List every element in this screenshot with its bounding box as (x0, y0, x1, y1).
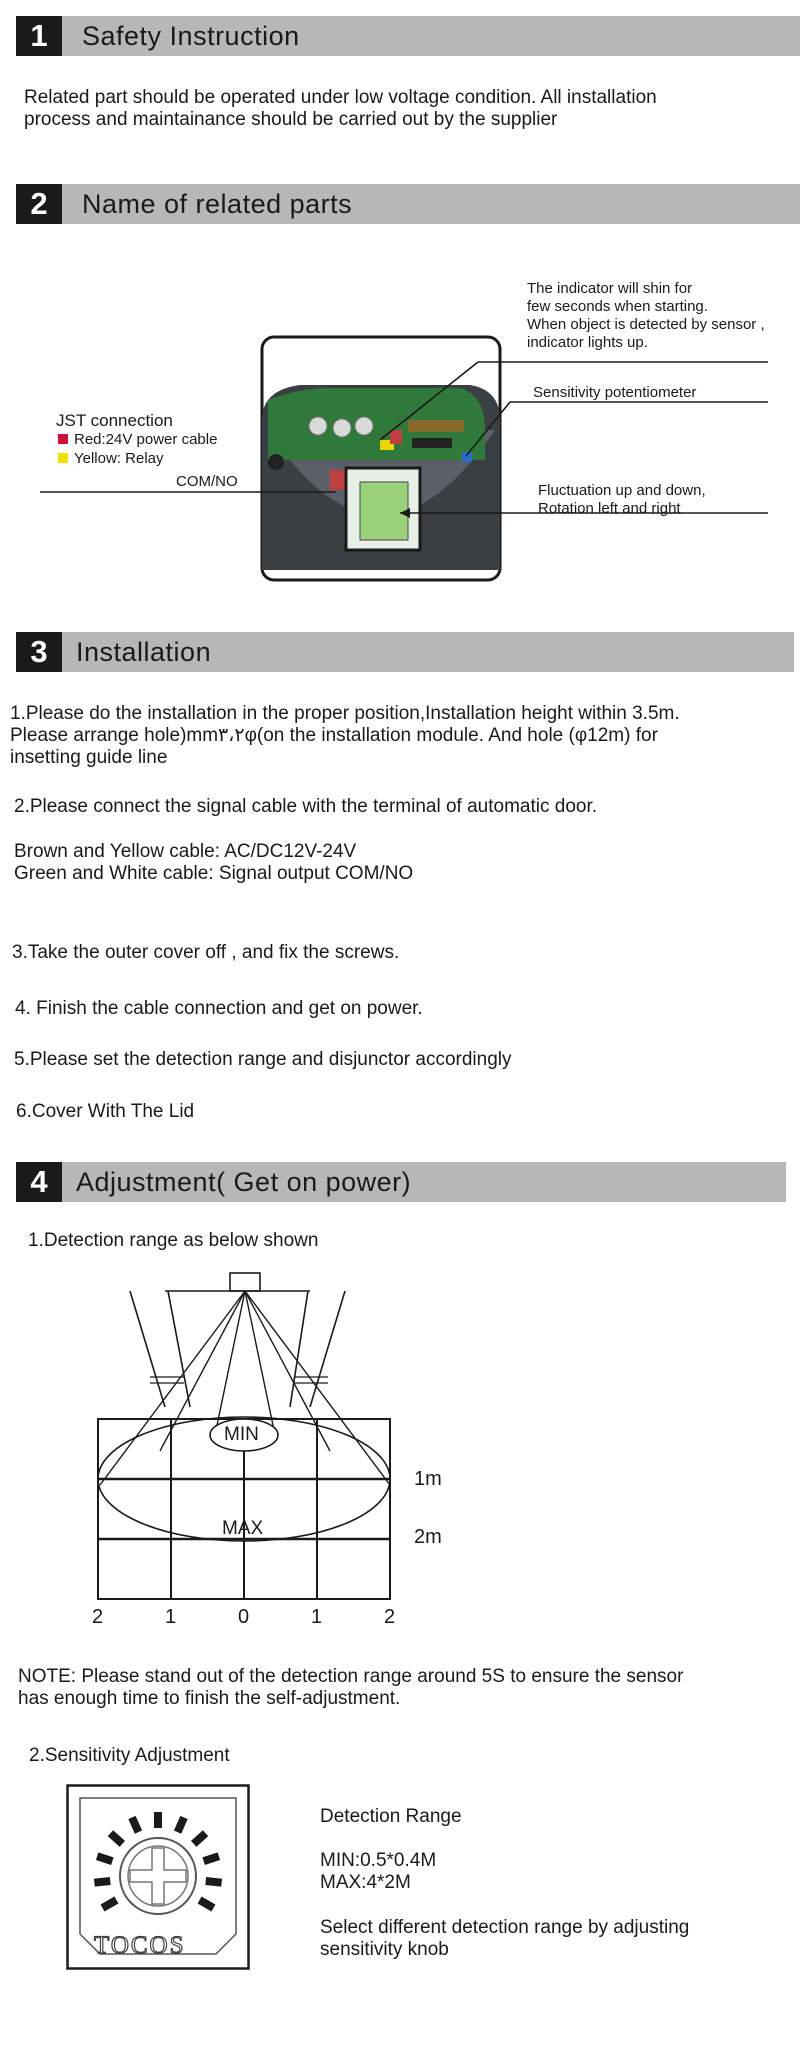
section-title: Name of related parts (82, 189, 353, 219)
jst-red-label: Red:24V power cable (74, 431, 218, 448)
yellow-swatch (58, 453, 68, 463)
section-title-bar (62, 632, 794, 672)
install-step-6: 6.Cover With The Lid (16, 1101, 195, 1122)
knob-brand-logo: TOCOS (94, 1932, 186, 1959)
section-title: Safety Instruction (82, 21, 300, 51)
install-step-5: 5.Please set the detection range and disjunctor accordingly (14, 1049, 512, 1070)
section-number: 3 (16, 632, 62, 672)
adjust-note: NOTE: Please stand out of the detection range around 5S to ensure the sensor has enough time to finish the self-adjustment. (18, 1666, 684, 1709)
safety-text: Related part should be operated under low voltage condition. All installation process and maintainance should be carried out by the supplier (24, 87, 657, 130)
x-tick-left-1: 1 (165, 1606, 177, 1628)
section-number: 2 (16, 184, 62, 224)
section-title: Adjustment( Get on power) (76, 1167, 412, 1197)
section-title-bar (62, 16, 800, 56)
row-label-2m: 2m (414, 1526, 442, 1548)
jst-yellow-label: Yellow: Relay (74, 450, 164, 467)
install-step-4: 4. Finish the cable connection and get on power. (15, 998, 423, 1019)
fluctuation-label: Fluctuation up and down, Rotation left and right (538, 482, 706, 517)
section-1-header (16, 16, 800, 56)
install-step-1: 1.Please do the installation in the proper position,Installation height within 3.5m. Please arrange hole)mm٣،٢φ(on the installation module. And hole (φ12m) for insetting guide line (10, 703, 680, 768)
section-2-header (16, 184, 800, 224)
x-tick-right-1: 1 (311, 1606, 323, 1628)
section-3-header (16, 632, 794, 672)
install-step-3: 3.Take the outer cover off , and fix the screws. (12, 942, 400, 963)
x-tick-0: 0 (238, 1606, 250, 1628)
red-swatch (58, 434, 68, 444)
adjust-item-1: 1.Detection range as below shown (28, 1230, 319, 1251)
x-tick-right-2: 2 (384, 1606, 396, 1628)
section-number: 1 (16, 16, 62, 56)
x-tick-left-2: 2 (92, 1606, 104, 1628)
row-label-1m: 1m (414, 1468, 442, 1490)
section-title-bar (62, 184, 800, 224)
range-values: MIN:0.5*0.4M MAX:4*2M (320, 1850, 437, 1893)
section-4-header (16, 1162, 786, 1202)
min-label: MIN (224, 1424, 259, 1445)
install-cables: Brown and Yellow cable: AC/DC12V-24V Green and White cable: Signal output COM/NO (14, 841, 414, 884)
section-title: Installation (76, 637, 212, 667)
adjust-item-2: 2.Sensitivity Adjustment (29, 1745, 230, 1766)
potentiometer-label: Sensitivity potentiometer (533, 384, 697, 401)
max-label: MAX (222, 1518, 264, 1539)
range-hint: Select different detection range by adjusting sensitivity knob (320, 1917, 690, 1960)
com-no-label: COM/NO (176, 473, 238, 490)
jst-yellow-item (58, 450, 164, 468)
range-title: Detection Range (320, 1806, 462, 1827)
section-number: 4 (16, 1162, 62, 1202)
jst-title: JST connection (56, 411, 173, 430)
section-title-bar (62, 1162, 786, 1202)
detection-range-diagram (0, 1265, 812, 1645)
install-step-2: 2.Please connect the signal cable with the terminal of automatic door. (14, 796, 598, 817)
indicator-note: The indicator will shin for few seconds when starting. When object is detected by sensor , indicator lights up. (527, 280, 765, 351)
jst-red-item (58, 431, 217, 449)
